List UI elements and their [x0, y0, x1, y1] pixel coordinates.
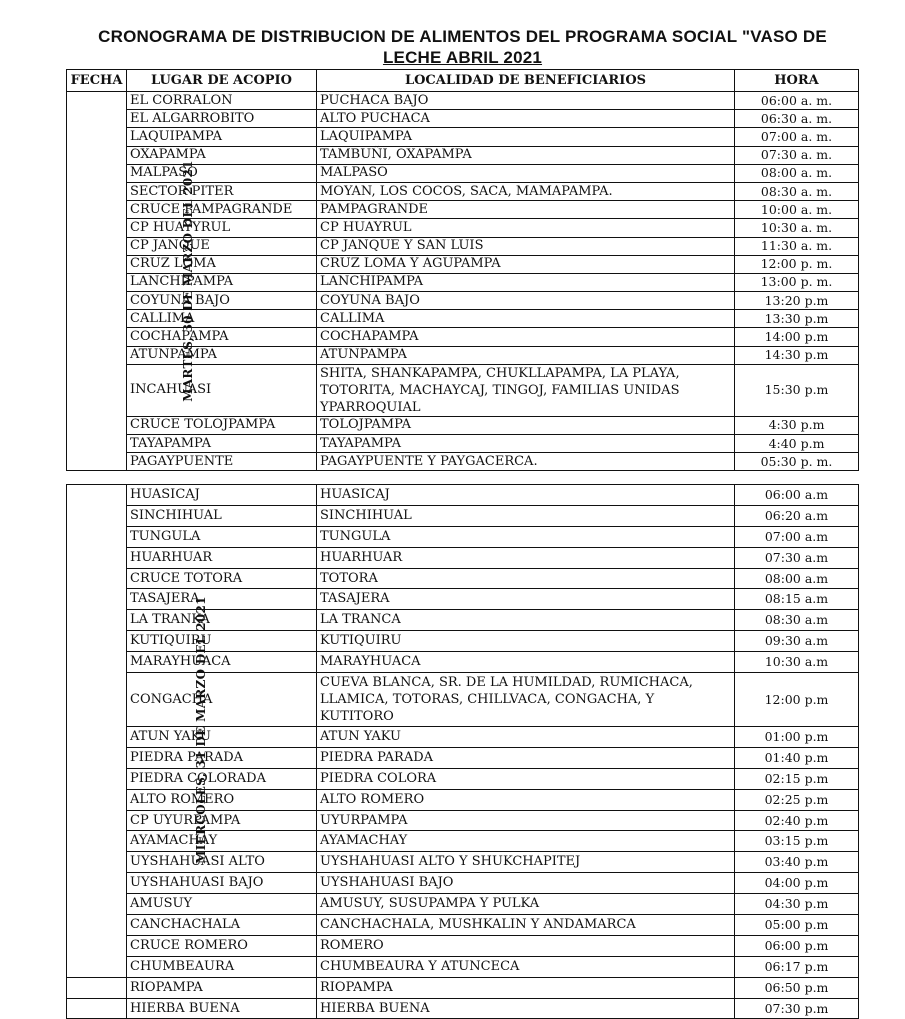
- hora-cell: 06:50 p.m: [735, 977, 859, 998]
- hora-cell: 02:25 p.m: [735, 789, 859, 810]
- hora-cell: 02:40 p.m: [735, 810, 859, 831]
- lugar-cell: HUASICAJ: [127, 485, 317, 506]
- day2-table: [66, 484, 859, 1019]
- localidad-cell: PAMPAGRANDE: [317, 201, 735, 219]
- table-row: [67, 894, 859, 915]
- localidad-cell: MALPASO: [317, 164, 735, 182]
- table-row: [67, 652, 859, 673]
- hora-cell: 07:30 a. m.: [735, 146, 859, 164]
- localidad-cell: LANCHIPAMPA: [317, 273, 735, 291]
- lugar-cell: LA TRANKA: [127, 610, 317, 631]
- lugar-cell: ALTO ROMERO: [127, 789, 317, 810]
- lugar-cell: CP JANQUE: [127, 237, 317, 255]
- lugar-cell: COCHAPAMPA: [127, 328, 317, 346]
- table-row: [67, 610, 859, 631]
- localidad-cell: KUTIQUIRU: [317, 631, 735, 652]
- localidad-cell: TOLOJPAMPA: [317, 416, 735, 434]
- localidad-cell: TASAJERA: [317, 589, 735, 610]
- hora-cell: 04:00 p.m: [735, 873, 859, 894]
- localidad-cell: HIERBA BUENA: [317, 998, 735, 1019]
- table-row: [67, 789, 859, 810]
- hora-cell: 02:15 p.m: [735, 768, 859, 789]
- table-row: [67, 810, 859, 831]
- lugar-cell: HIERBA BUENA: [127, 998, 317, 1019]
- lugar-cell: KUTIQUIRU: [127, 631, 317, 652]
- lugar-cell: CANCHACHALA: [127, 915, 317, 936]
- lugar-cell: TUNGULA: [127, 526, 317, 547]
- hora-cell: 01:00 p.m: [735, 727, 859, 748]
- lugar-cell: CRUCE ROMERO: [127, 935, 317, 956]
- hora-cell: 10:30 a. m.: [735, 219, 859, 237]
- hora-cell: 10:00 a. m.: [735, 201, 859, 219]
- table-row: [67, 852, 859, 873]
- localidad-cell: UYURPAMPA: [317, 810, 735, 831]
- hora-cell: 13:00 p. m.: [735, 273, 859, 291]
- localidad-cell: LA TRANCA: [317, 610, 735, 631]
- table-row: [67, 977, 859, 998]
- hora-cell: 01:40 p.m: [735, 747, 859, 768]
- localidad-cell: TAYAPAMPA: [317, 435, 735, 453]
- table-row: [67, 631, 859, 652]
- table-row: [67, 747, 859, 768]
- table-row: [67, 416, 859, 434]
- lugar-cell: COYUNA BAJO: [127, 292, 317, 310]
- hora-cell: 4:40 p.m: [735, 435, 859, 453]
- table-row: [67, 956, 859, 977]
- hora-cell: 04:30 p.m: [735, 894, 859, 915]
- lugar-cell: UYSHAHUASI ALTO: [127, 852, 317, 873]
- hora-cell: 06:30 a. m.: [735, 110, 859, 128]
- lugar-cell: SINCHIHUAL: [127, 505, 317, 526]
- hora-cell: 05:30 p. m.: [735, 453, 859, 471]
- localidad-cell: MOYAN, LOS COCOS, SACA, MAMAPAMPA.: [317, 182, 735, 200]
- localidad-cell: TAMBUÑI, OXAPAMPA: [317, 146, 735, 164]
- lugar-cell: CRUCE PAMPAGRANDE: [127, 201, 317, 219]
- header-row: [67, 70, 859, 92]
- lugar-cell: HUARHUAR: [127, 547, 317, 568]
- hora-cell: 13:30 p.m: [735, 310, 859, 328]
- hora-cell: 07:00 a.m: [735, 526, 859, 547]
- hora-cell: 03:40 p.m: [735, 852, 859, 873]
- localidad-cell: ALTO ROMERO: [317, 789, 735, 810]
- lugar-cell: CALLIMA: [127, 310, 317, 328]
- lugar-cell: CONGACHA: [127, 673, 317, 727]
- hora-cell: 14:30 p.m: [735, 346, 859, 364]
- lugar-cell: AYAMACHAY: [127, 831, 317, 852]
- table-row: [67, 128, 859, 146]
- localidad-cell: UYSHAHUASI BAJO: [317, 873, 735, 894]
- table-row: [67, 768, 859, 789]
- lugar-cell: LAQUIPAMPA: [127, 128, 317, 146]
- hora-cell: 4:30 p.m: [735, 416, 859, 434]
- hora-cell: 08:30 a. m.: [735, 182, 859, 200]
- localidad-cell: CUEVA BLANCA, SR. DE LA HUMILDAD, RUMICHACA, LLAMICA, TOTORAS, CHILLVACA, CONGACHA, Y KUTITORO: [317, 673, 735, 727]
- hora-cell: 07:00 a. m.: [735, 128, 859, 146]
- localidad-cell: SINCHIHUAL: [317, 505, 735, 526]
- header-lugar: LUGAR DE ACOPIO: [127, 70, 317, 92]
- table-row: [67, 831, 859, 852]
- localidad-cell: HUARHUAR: [317, 547, 735, 568]
- fecha-empty-cell: [67, 977, 127, 998]
- lugar-cell: CRUZ LOMA: [127, 255, 317, 273]
- localidad-cell: MARAYHUACA: [317, 652, 735, 673]
- table-row: [67, 915, 859, 936]
- localidad-cell: COCHAPAMPA: [317, 328, 735, 346]
- lugar-cell: EL ALGARROBITO: [127, 110, 317, 128]
- lugar-cell: PIEDRA PARADA: [127, 747, 317, 768]
- localidad-cell: CRUZ LOMA Y AGUPAMPA: [317, 255, 735, 273]
- localidad-cell: ATUNPAMPA: [317, 346, 735, 364]
- lugar-cell: SECTOR PITER: [127, 182, 317, 200]
- localidad-cell: AYAMACHAY: [317, 831, 735, 852]
- hora-cell: 08:00 a. m.: [735, 164, 859, 182]
- localidad-cell: CANCHACHALA, MUSHKALIN Y ANDAMARCA: [317, 915, 735, 936]
- hora-cell: 08:15 a.m: [735, 589, 859, 610]
- localidad-cell: PIEDRA PARADA: [317, 747, 735, 768]
- header-localidad: LOCALIDAD DE BENEFICIARIOS: [317, 70, 735, 92]
- lugar-cell: TAYAPAMPA: [127, 435, 317, 453]
- lugar-cell: MALPASO: [127, 164, 317, 182]
- hora-cell: 06:00 p.m: [735, 935, 859, 956]
- hora-cell: 05:00 p.m: [735, 915, 859, 936]
- hora-cell: 15:30 p.m: [735, 364, 859, 416]
- lugar-cell: MARAYHUACA: [127, 652, 317, 673]
- localidad-cell: PAGAYPUENTE Y PAYGACERCA.: [317, 453, 735, 471]
- hora-cell: 12:00 p.m: [735, 673, 859, 727]
- localidad-cell: CP HUAYRUL: [317, 219, 735, 237]
- table-row: [67, 568, 859, 589]
- lugar-cell: ATUN YAKU: [127, 727, 317, 748]
- fecha-label: MARTES, 30 DE MARZO DEL 2021: [180, 159, 195, 402]
- table-row: [67, 873, 859, 894]
- lugar-cell: UYSHAHUASI BAJO: [127, 873, 317, 894]
- lugar-cell: CRUCE TOLOJPAMPA: [127, 416, 317, 434]
- hora-cell: 06:00 a.m: [735, 485, 859, 506]
- table-row: [67, 453, 859, 471]
- fecha-empty-cell: [67, 998, 127, 1019]
- lugar-cell: INCAHUASI: [127, 364, 317, 416]
- localidad-cell: HUASICAJ: [317, 485, 735, 506]
- lugar-cell: PIEDRA COLORADA: [127, 768, 317, 789]
- localidad-cell: ALTO PUCHACA: [317, 110, 735, 128]
- hora-cell: 08:00 a.m: [735, 568, 859, 589]
- hora-cell: 03:15 p.m: [735, 831, 859, 852]
- table-row: [67, 435, 859, 453]
- table-row: [67, 727, 859, 748]
- lugar-cell: CHUMBEAURA: [127, 956, 317, 977]
- localidad-cell: COYUNA BAJO: [317, 292, 735, 310]
- localidad-cell: ATUN YAKU: [317, 727, 735, 748]
- localidad-cell: AMUSUY, SUSUPAMPA Y PULKA: [317, 894, 735, 915]
- localidad-cell: LAQUIPAMPA: [317, 128, 735, 146]
- header-table: [66, 69, 859, 92]
- hora-cell: 11:30 a. m.: [735, 237, 859, 255]
- table-row: [67, 935, 859, 956]
- localidad-cell: TUNGULA: [317, 526, 735, 547]
- header-fecha: FECHA: [67, 70, 127, 92]
- hora-cell: 06:00 a. m.: [735, 92, 859, 110]
- localidad-cell: CP JANQUE Y SAN LUIS: [317, 237, 735, 255]
- day1-table: [66, 91, 859, 471]
- lugar-cell: AMUSUY: [127, 894, 317, 915]
- title-line-1: CRONOGRAMA DE DISTRIBUCION DE ALIMENTOS DEL PROGRAMA SOCIAL "VASO DE: [98, 27, 827, 46]
- localidad-cell: ROMERO: [317, 935, 735, 956]
- lugar-cell: CP HUAYYRUL: [127, 219, 317, 237]
- localidad-cell: CALLIMA: [317, 310, 735, 328]
- header-hora: HORA: [735, 70, 859, 92]
- localidad-cell: UYSHAHUASI ALTO Y SHUKCHAPITEJ: [317, 852, 735, 873]
- lugar-cell: RIOPAMPA: [127, 977, 317, 998]
- hora-cell: 12:00 p. m.: [735, 255, 859, 273]
- table-row: [67, 589, 859, 610]
- localidad-cell: RIOPAMPA: [317, 977, 735, 998]
- hora-cell: 06:17 p.m: [735, 956, 859, 977]
- hora-cell: 13:20 p.m: [735, 292, 859, 310]
- table-row: [67, 547, 859, 568]
- fecha-label: MIERCOLES, 31 DE MARZO DEL 2021: [193, 596, 208, 865]
- table-row: [67, 526, 859, 547]
- schedule-sheet: [66, 0, 856, 1016]
- table-row: [67, 110, 859, 128]
- localidad-cell: SHITA, SHANKAPAMPA, CHUKLLAPAMPA, LA PLAYA, TOTORITA, MACHAYCAJ, TINGOJ, FAMILIAS UNIDAS YPARROQUIAL: [317, 364, 735, 416]
- lugar-cell: PAGAYPUENTE: [127, 453, 317, 471]
- hora-cell: 08:30 a.m: [735, 610, 859, 631]
- lugar-cell: CRUCE TOTORA: [127, 568, 317, 589]
- table-row: [67, 485, 859, 506]
- table-row: [67, 505, 859, 526]
- table-row: [67, 673, 859, 727]
- lugar-cell: EL CORRALON: [127, 92, 317, 110]
- hora-cell: 10:30 a.m: [735, 652, 859, 673]
- localidad-cell: PUCHACA BAJO: [317, 92, 735, 110]
- hora-cell: 07:30 a.m: [735, 547, 859, 568]
- lugar-cell: OXAPAMPA: [127, 146, 317, 164]
- lugar-cell: CP UYURPAMPA: [127, 810, 317, 831]
- title-line-2: LECHE ABRIL 2021: [382, 48, 543, 67]
- hora-cell: 07:30 p.m: [735, 998, 859, 1019]
- hora-cell: 06:20 a.m: [735, 505, 859, 526]
- table-row: [67, 92, 859, 110]
- localidad-cell: PIEDRA COLORA: [317, 768, 735, 789]
- lugar-cell: ATUNPAMPA: [127, 346, 317, 364]
- lugar-cell: TASAJERA: [127, 589, 317, 610]
- hora-cell: 14:00 p.m: [735, 328, 859, 346]
- lugar-cell: LANCHIPAMPA: [127, 273, 317, 291]
- localidad-cell: TOTORA: [317, 568, 735, 589]
- table-row: [67, 998, 859, 1019]
- hora-cell: 09:30 a.m: [735, 631, 859, 652]
- localidad-cell: CHUMBEAURA Y ATUNCECA: [317, 956, 735, 977]
